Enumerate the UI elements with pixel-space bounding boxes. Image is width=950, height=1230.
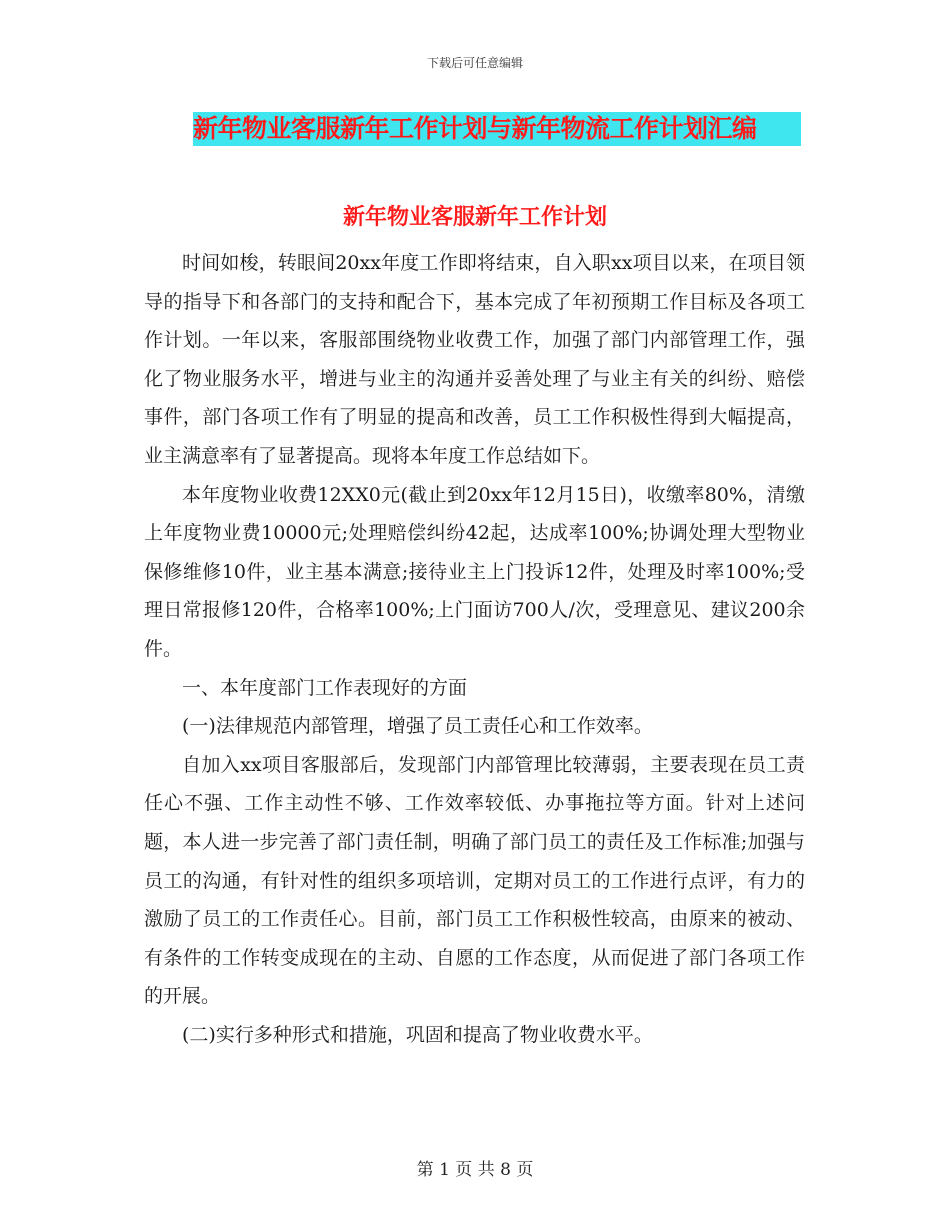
main-title-highlight [193, 112, 801, 146]
section-title: 新年物业客服新年工作计划 [342, 205, 607, 230]
paragraph-intro: 时间如梭，转眼间20xx年度工作即将结束，自入职xx项目以来，在项目领导的指导下和各部门的支持和配合下，基本完成了年初预期工作目标及各项工作计划。一年以来，客服部围绕物业收费工作，加强了部门内部管理工作，强化了物业服务水平，增进与业主的沟通并妥善处理了与业主有关的纠纷、赔偿事件，部门各项工作有了明显的提高和改善，员工工作积极性得到大幅提高，业主满意率有了显著提高。现将本年度工作总结如下。 [144, 252, 805, 467]
document-body [144, 244, 805, 1054]
subheading-two: (二)实行多种形式和措施，巩固和提高了物业收费水平。 [182, 1023, 653, 1046]
paragraph-statistics: 本年度物业收费12XX0元(截止到20xx年12月15日)，收缴率80%，清缴上年度物业费10000元;处理赔偿纠纷42起，达成率100%;协调处理大型物业保修维修10件，业主基本满意;接待业主上门投诉12件，处理及时率100%;受理日常报修120件，合格率100%;上门面访700人/次，受理意见、建议200余件。 [144, 483, 805, 660]
main-title: 新年物业客服新年工作计划与新年物流工作计划汇编 [193, 114, 757, 143]
header-note: 下载后可任意编辑 [426, 56, 523, 70]
subheading-one: (一)法律规范内部管理，增强了员工责任心和工作效率。 [182, 715, 653, 738]
paragraph-management: 自加入xx项目客服部后，发现部门内部管理比较薄弱，主要表现在员工责任心不强、工作主动性不够、工作效率较低、办事拖拉等方面。针对上述问题，本人进一步完善了部门责任制，明确了部门员工的责任及工作标准;加强与员工的沟通，有针对性的组织多项培训，定期对员工的工作进行点评，有力的激励了员工的工作责任心。目前，部门员工工作积极性较高，由原来的被动、有条件的工作转变成现在的主动、自愿的工作态度，从而促进了部门各项工作的开展。 [144, 753, 805, 1008]
heading-part-one: 一、本年度部门工作表现好的方面 [182, 676, 468, 699]
page-footer: 第 1 页 共 8 页 [416, 1160, 534, 1180]
